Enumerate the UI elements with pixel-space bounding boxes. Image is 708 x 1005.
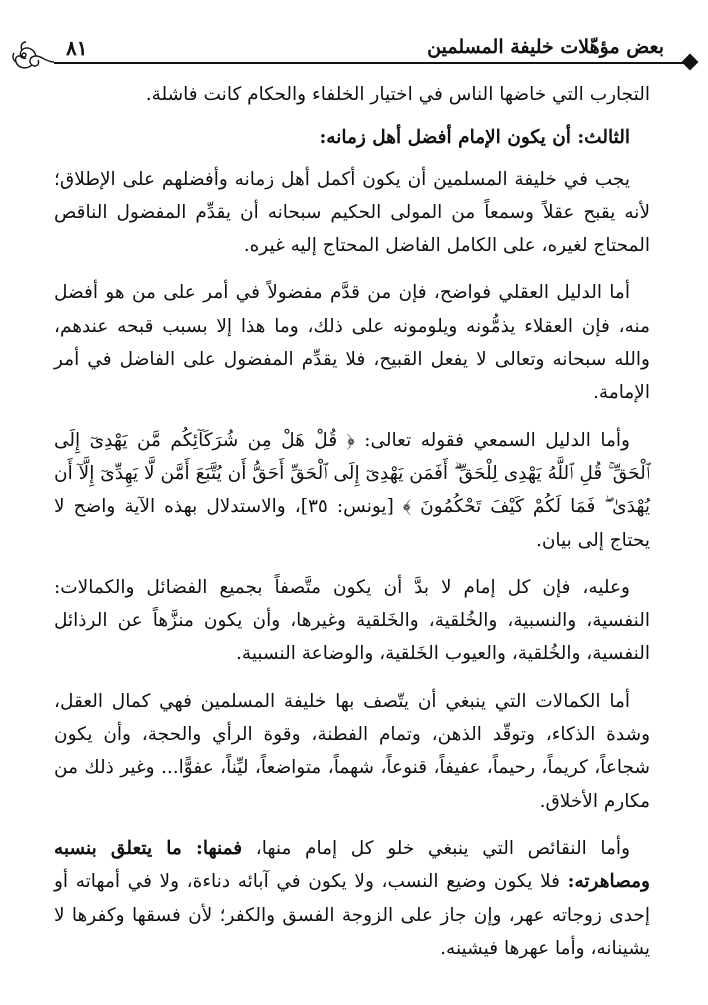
diamond-ornament-icon (682, 54, 699, 71)
paragraph-6-bold: فمنها: ما يتعلق بنسبه ومصاهرته: (54, 837, 650, 893)
paragraph-3 (54, 424, 650, 557)
section-heading: الثالث: أن يكون الإمام أفضل أهل زمانه: (319, 127, 630, 149)
running-header (10, 32, 700, 66)
paragraph-3-citation: [يونس: ٣٥]، والاستدلال بهذه الآية واضح لا يحتاج إلى بيان. (54, 496, 650, 551)
paragraph-6 (54, 832, 650, 965)
paragraph-6-intro: وأما النقائص التي ينبغي خلو كل إمام منها، (255, 837, 630, 859)
paragraph-4: وعليه، فإن كل إمام لا بدَّ أن يكون متَّصفاً بجميع الفضائل والكمالات: النفسية، والنسبية، والخُلقية، والخَلقية وغيرها، وأن يكون منزَّهاً عن الرذائل النفسية، والخُلقية، والعيوب الخَلقية، والوضاعة النسبية. (54, 576, 650, 665)
header-rule (54, 62, 688, 64)
running-title: بعض مؤهّلات خليفة المسلمين (427, 36, 664, 58)
floral-ornament-icon (10, 38, 56, 78)
page-body (54, 78, 650, 979)
paragraph-continued: التجارب التي خاضها الناس في اختيار الخلفاء والحكام كانت فاشلة. (145, 84, 650, 105)
paragraph-6-rest: فلا يكون وضيع النسب، ولا يكون في آبائه دناءة، ولا في أمهاته أو إحدى زوجاته عهر، وإن جاز على الزوجة الفسق والكفر؛ لأن فسقها وكفرها لا يشينانه، وأما عهرها فيشينه. (54, 871, 650, 959)
paragraph-3-intro: وأما الدليل السمعي فقوله تعالى: (364, 429, 630, 451)
page-number: ٨١ (66, 36, 88, 60)
paragraph-1: يجب في خليفة المسلمين أن يكون أكمل أهل زمانه وأفضلهم على الإطلاق؛ لأنه يقبح عقلاً وسمعاً من المولى الحكيم سبحانه أن يقدِّم المفضول الناقص المحتاج لغيره، على الكامل الفاضل المحتاج إليه غيره. (54, 168, 650, 257)
paragraph-5: أما الكمالات التي ينبغي أن يتّصف بها خليفة المسلمين فهي كمال العقل، وشدة الذكاء، وتوقّد الذهن، وتمام الفطنة، وقوة الرأي والحجة، وأن يكون شجاعاً، كريماً، رحيماً، عفيفاً، قنوعاً، شهماً، متواضعاً، ليِّناً، عفوًّا... وغير ذلك من مكارم الأخلاق. (54, 690, 650, 812)
quran-verse: ﴿ قُلْ هَلْ مِن شُرَكَآئِكُم مَّن يَهْدِىٓ إِلَى ٱلْحَقِّ ۚ قُلِ ٱللَّهُ يَهْدِى لِلْحَقِّ ۗ أَفَمَن يَهْدِىٓ إِلَى ٱلْحَقِّ أَحَقُّ أَن يُتَّبَعَ أَمَّن لَّا يَهِدِّىٓ إِلَّآ أَن يُهْدَىٰ ۖ فَمَا لَكُمْ كَيْفَ تَحْكُمُونَ ﴾ (54, 429, 650, 518)
paragraph-2: أما الدليل العقلي فواضح، فإن من قدَّم مفضولاً في أمر على من هو أفضل منه، فإن العقلاء يذمُّونه ويلومونه على ذلك، وما هذا إلا بسبب قبحه عندهم، والله سبحانه وتعالى لا يفعل القبيح، فلا يقدِّم المفضول على الفاضل في أمر الإمامة. (54, 282, 650, 404)
